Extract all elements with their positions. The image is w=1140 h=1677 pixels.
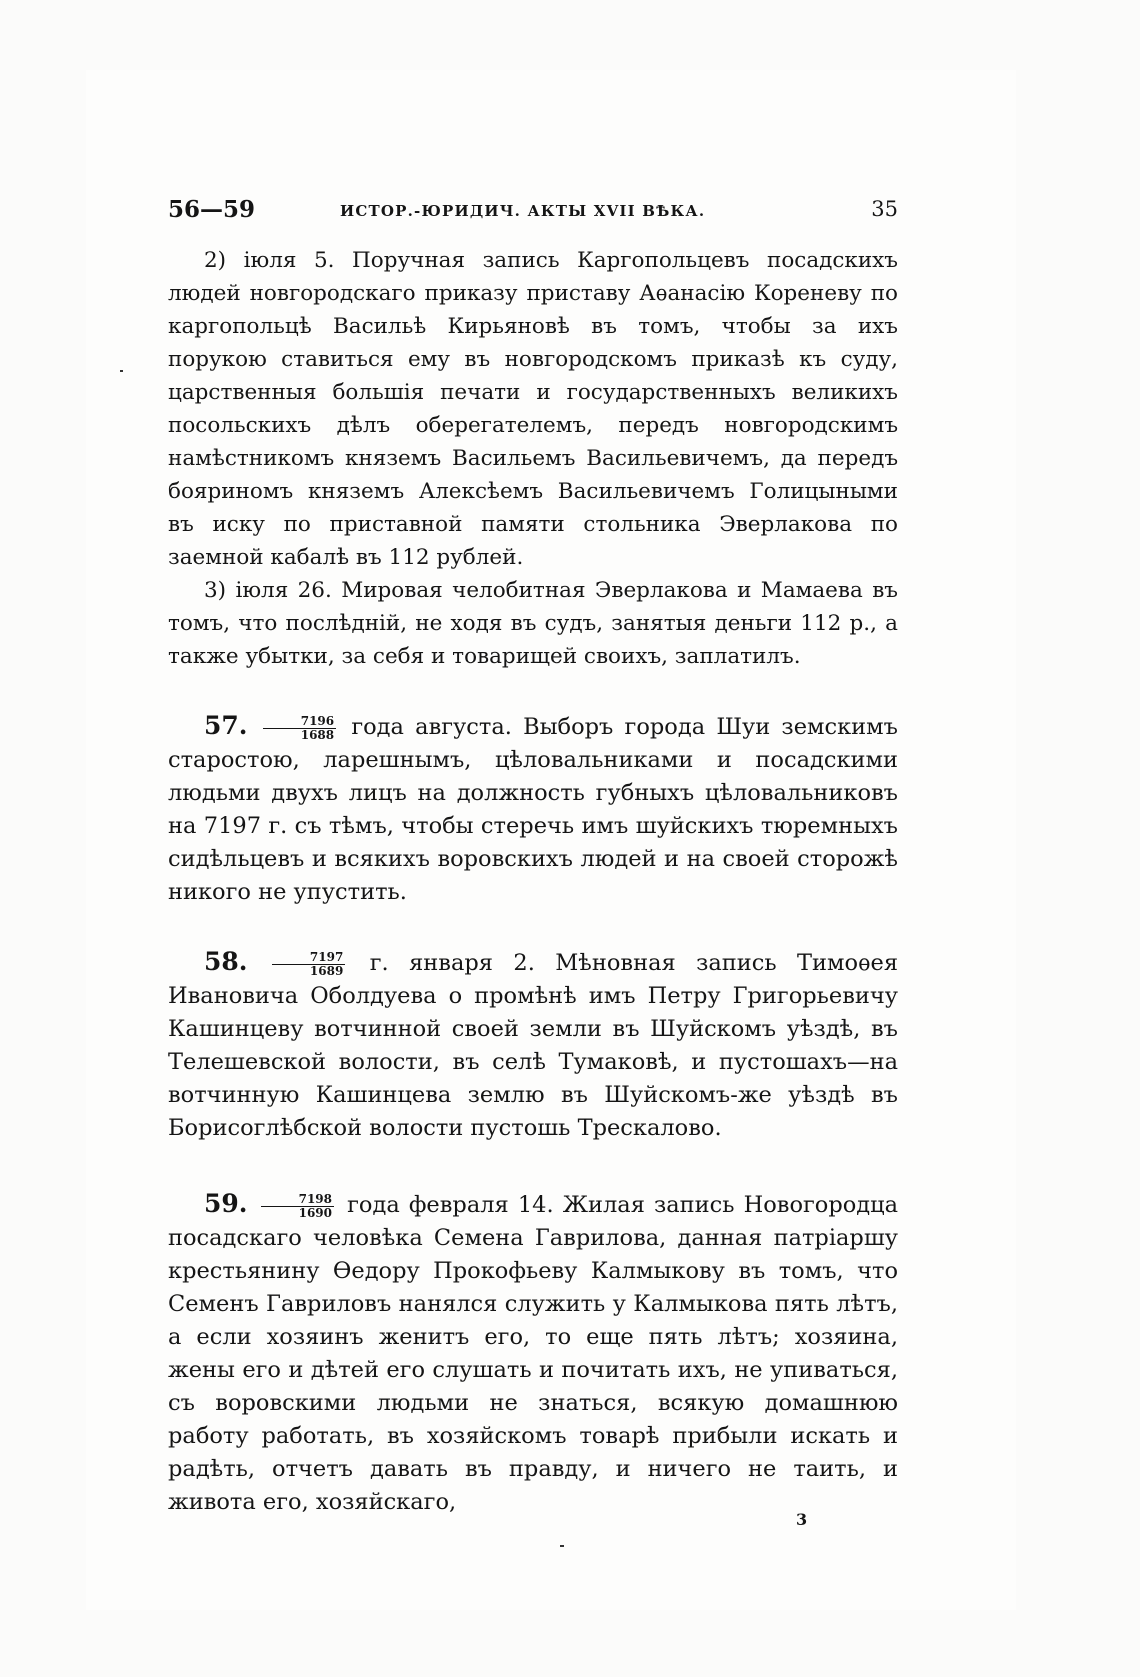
- date-fraction: $\frac{7198}{1690}$: [261, 1193, 334, 1220]
- entry-57: [168, 709, 898, 909]
- entry-text: года августа. Выборъ города Шуи земскимъ старостою, ларешнымъ, цѣловальниками и посадскими людьми двухъ лицъ на должность губныхъ цѣловальниковъ на 7197 г. съ тѣмъ, чтобы стеречь имъ шуйскихъ тюремныхъ сидѣльцевъ и всякихъ воровскихъ людей и на своей сторожѣ никого не упустить.: [168, 714, 898, 905]
- print-speck: [560, 1545, 564, 1547]
- print-speck: [120, 370, 123, 372]
- entry-number: 58.: [204, 947, 248, 976]
- entry-text: г. января 2. Мѣновная запись Тимоѳея Ивановича Оболдуева о промѣнѣ имъ Петру Григорьевичу Кашинцеву вотчинной своей земли въ Шуйскомъ уѣздѣ, въ Телешевской волости, въ селѣ Тумаковѣ, и пустошахъ—на вотчинную Кашинцева землю въ Шуйскомъ-же уѣздѣ въ Борисоглѣбской волости пустошь Трескалово.: [168, 950, 899, 1141]
- entry-number: 59.: [204, 1189, 248, 1218]
- running-header: [168, 196, 898, 226]
- entry-59: [168, 1187, 898, 1519]
- header-title: ИСТОР.-ЮРИДИЧ. АКТЫ XVII ВѢКА.: [340, 202, 706, 220]
- entry-56-item-3: 3) іюля 26. Мировая челобитная Эверлакова и Мамаева въ томъ, что послѣдній, не ходя въ судъ, занятыя деньги 112 р., а также убытки, за себя и товарищей своихъ, заплатилъ.: [168, 578, 898, 669]
- entry-56-item-2: 2) іюля 5. Поручная запись Каргопольцевъ посадскихъ людей новгородскаго приказу приставу Аѳанасію Кореневу по каргопольцѣ Васильѣ Кирьяновѣ въ томъ, чтобы за ихъ порукою ставиться ему въ новгородскомъ приказѣ къ суду, царственныя большія печати и государственныхъ великихъ посольскихъ дѣлъ оберегателемъ, передъ новгородскимъ намѣстникомъ княземъ Васильемъ Васильевичемъ, да передъ бояриномъ княземъ Алексѣемъ Васильевичемъ Голицыными въ иску по приставной памяти стольника Эверлакова по заемной кабалѣ въ 112 рублей.: [168, 248, 898, 570]
- page-body: [168, 244, 898, 1519]
- signature-mark: 3: [796, 1510, 808, 1529]
- entry-range: 56—59: [168, 196, 256, 223]
- page-number: 35: [871, 197, 898, 221]
- date-fraction: $\frac{7196}{1688}$: [263, 715, 336, 742]
- date-fraction: $\frac{7197}{1689}$: [272, 951, 345, 978]
- entry-58: [168, 945, 898, 1145]
- entry-number: 57.: [204, 711, 248, 740]
- entry-text: года февраля 14. Жилая запись Новогородца посадскаго человѣка Семена Гаврилова, данная патріаршу крестьянину Ѳедору Прокофьеву Калмыкову въ томъ, что Семенъ Гавриловъ нанялся служить у Калмыкова пять лѣтъ, а если хозяинъ женитъ его, то еще пять лѣтъ; хозяина, жены его и дѣтей его слушать и почитать ихъ, не упиваться, съ воровскими людьми не знаться, всякую домашнюю работу работать, въ хозяйскомъ товарѣ прибыли искать и радѣть, отчетъ давать въ правду, и ничего не таить, и живота его, хозяйскаго,: [168, 1192, 899, 1515]
